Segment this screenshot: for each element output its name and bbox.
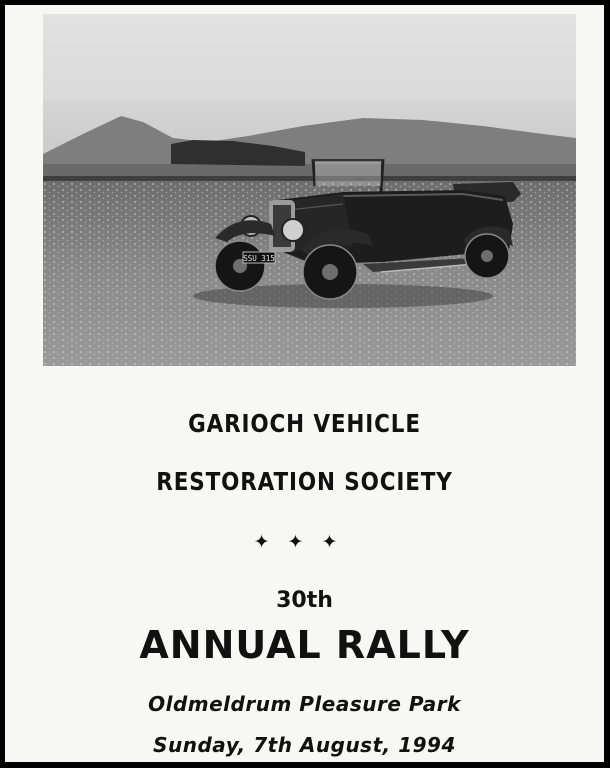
rally-edition: 30th: [276, 588, 333, 613]
number-plate-text: SSU 315: [243, 254, 275, 263]
cover-photo: [43, 14, 576, 366]
event-date: Sunday, 7th August, 1994: [153, 733, 456, 757]
event-title: ANNUAL RALLY: [139, 623, 470, 667]
society-name-line-2: RESTORATION SOCIETY: [156, 467, 453, 496]
event-venue: Oldmeldrum Pleasure Park: [148, 692, 461, 716]
society-name-line-1: GARIOCH VEHICLE: [188, 409, 421, 438]
star-ornament-icon: ✦✦✦: [253, 531, 356, 553]
programme-cover: [5, 5, 604, 762]
